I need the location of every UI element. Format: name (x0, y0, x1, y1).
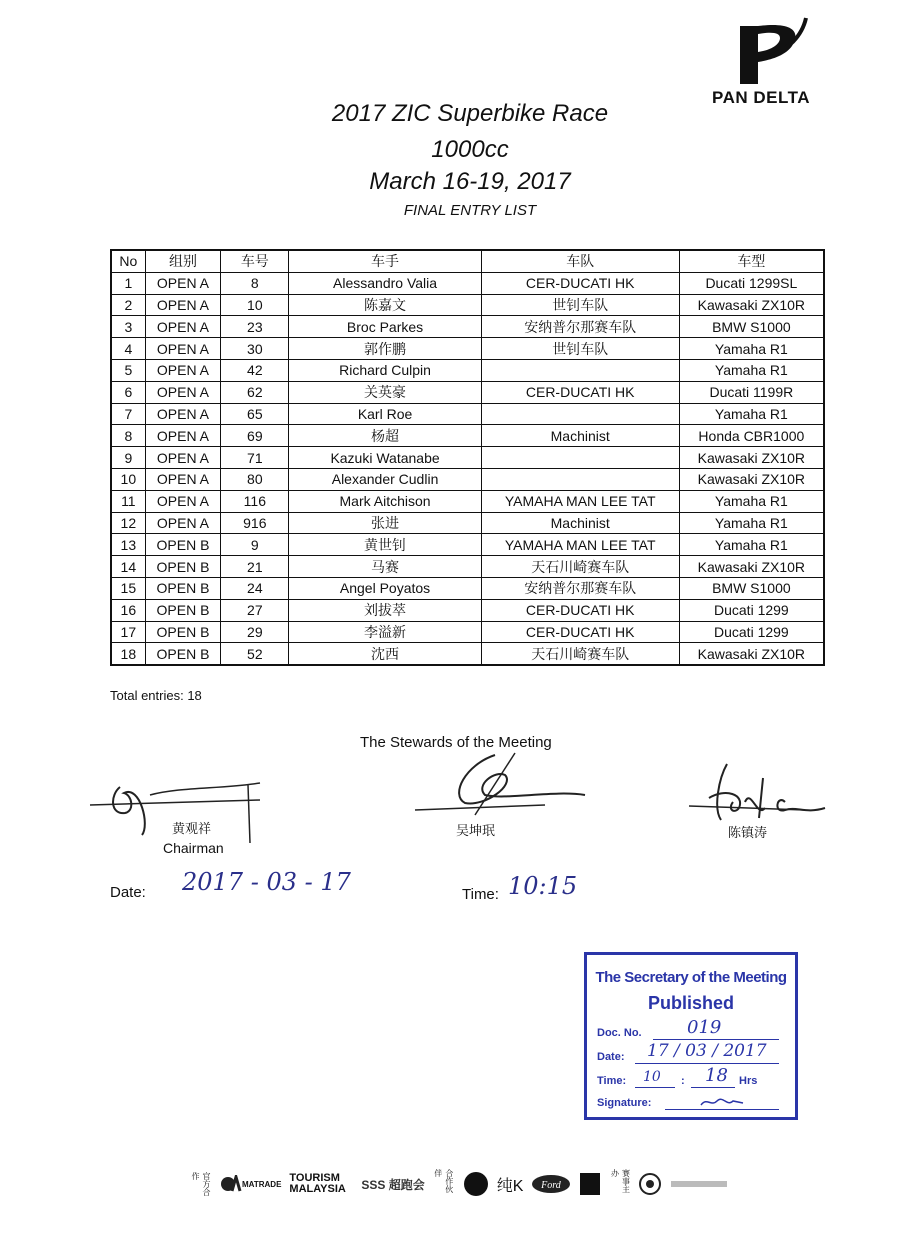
cell-no: 1 (111, 272, 145, 294)
stamp-doc-label: Doc. No. (597, 1027, 642, 1039)
cell-model: Yamaha R1 (679, 512, 824, 534)
cell-group: OPEN A (145, 490, 221, 512)
sponsor-emblem-icon (639, 1173, 661, 1195)
cell-no: 3 (111, 316, 145, 338)
cell-no: 17 (111, 621, 145, 643)
cell-rider: 关英豪 (289, 381, 481, 403)
col-header-rider: 车手 (289, 250, 481, 272)
logo-text: PAN DELTA (712, 88, 810, 107)
date-handwritten: 2017 - 03 - 17 (182, 868, 351, 896)
cell-group: OPEN A (145, 359, 221, 381)
cell-team: Machinist (481, 512, 679, 534)
cell-group: OPEN A (145, 447, 221, 469)
cell-model: Kawasaki ZX10R (679, 447, 824, 469)
table-row (111, 534, 824, 556)
cell-number: 30 (221, 338, 289, 360)
col-header-no: No (111, 250, 145, 272)
cell-group: OPEN A (145, 272, 221, 294)
stamp-date-value: 17 / 03 / 2017 (647, 1041, 767, 1061)
table-row (111, 403, 824, 425)
cell-team: CER-DUCATI HK (481, 621, 679, 643)
cell-group: OPEN A (145, 316, 221, 338)
table-row (111, 294, 824, 316)
cell-number: 9 (221, 534, 289, 556)
cell-number: 8 (221, 272, 289, 294)
table-row (111, 621, 824, 643)
race-class: 1000cc (431, 136, 509, 163)
cell-no: 5 (111, 359, 145, 381)
cell-model: Yamaha R1 (679, 403, 824, 425)
cell-rider: 刘拔萃 (289, 599, 481, 621)
cell-rider: 张进 (289, 512, 481, 534)
cell-no: 18 (111, 643, 145, 665)
entry-table (110, 249, 825, 666)
cell-team (481, 468, 679, 490)
cell-group: OPEN B (145, 534, 221, 556)
cell-number: 62 (221, 381, 289, 403)
table-row (111, 643, 824, 665)
steward2-name: 吴坤珉 (456, 824, 496, 839)
table-row (111, 577, 824, 599)
table-row (111, 512, 824, 534)
cell-no: 7 (111, 403, 145, 425)
pan-delta-mark-icon (730, 16, 810, 86)
cell-team (481, 447, 679, 469)
cell-model: Ducati 1199R (679, 381, 824, 403)
cell-group: OPEN A (145, 338, 221, 360)
cell-number: 42 (221, 359, 289, 381)
chunk-logo: 纯K (496, 1177, 524, 1195)
matrade-logo (220, 1175, 281, 1193)
cell-rider: Mark Aitchison (289, 490, 481, 512)
cell-group: OPEN B (145, 599, 221, 621)
stamp-time-unit: Hrs (739, 1075, 758, 1087)
cell-no: 13 (111, 534, 145, 556)
cell-number: 65 (221, 403, 289, 425)
stamp-signature-label: Signature: (597, 1097, 652, 1109)
cell-team: Machinist (481, 425, 679, 447)
cell-no: 16 (111, 599, 145, 621)
table-row (111, 468, 824, 490)
cell-team: 天石川崎赛车队 (481, 556, 679, 578)
cell-group: OPEN B (145, 621, 221, 643)
table-row (111, 338, 824, 360)
sss-logo: SSS 超跑会 (361, 1177, 425, 1192)
cell-no: 2 (111, 294, 145, 316)
cell-model: Yamaha R1 (679, 359, 824, 381)
secretary-stamp: The Secretary of the Meeting Published Doc. No. 019 Date: 17 / 03 / 2017 Time: 10 : 18 Hrs Signature: (584, 952, 798, 1120)
stewards-heading: The Stewards of the Meeting (360, 734, 552, 751)
stamp-signature-mark (697, 1093, 747, 1111)
cell-number: 116 (221, 490, 289, 512)
chairman-name: 黄观祥 (172, 822, 212, 837)
table-row (111, 272, 824, 294)
cell-group: OPEN A (145, 425, 221, 447)
cell-group: OPEN A (145, 512, 221, 534)
cell-model: Kawasaki ZX10R (679, 294, 824, 316)
matrade-icon (220, 1175, 242, 1193)
cell-rider: Broc Parkes (289, 316, 481, 338)
cell-team: CER-DUCATI HK (481, 381, 679, 403)
cell-no: 11 (111, 490, 145, 512)
entry-list-subtitle: FINAL ENTRY LIST (403, 202, 537, 219)
stamp-time-hh: 10 (643, 1069, 661, 1085)
cell-team: CER-DUCATI HK (481, 599, 679, 621)
cell-model: Yamaha R1 (679, 338, 824, 360)
cell-no: 9 (111, 447, 145, 469)
cell-rider: Karl Roe (289, 403, 481, 425)
table-row (111, 316, 824, 338)
col-header-model: 车型 (679, 250, 824, 272)
cooperate-label: 合作伙伴 (433, 1169, 454, 1193)
cell-team: 天石川崎赛车队 (481, 643, 679, 665)
entry-table-body (111, 272, 824, 665)
cell-model: Ducati 1299 (679, 599, 824, 621)
table-row (111, 425, 824, 447)
stamp-doc-value: 019 (687, 1017, 722, 1038)
cell-rider: Alexander Cudlin (289, 468, 481, 490)
cell-number: 916 (221, 512, 289, 534)
cell-number: 80 (221, 468, 289, 490)
cell-number: 24 (221, 577, 289, 599)
steward2-signature (405, 745, 605, 825)
race-dates: March 16-19, 2017 (369, 168, 571, 195)
cell-team: 安纳普尔那赛车队 (481, 577, 679, 599)
stamp-status: Published (647, 993, 734, 1013)
cell-rider: 郭作鹏 (289, 338, 481, 360)
cell-number: 52 (221, 643, 289, 665)
cell-no: 10 (111, 468, 145, 490)
cell-model: Kawasaki ZX10R (679, 468, 824, 490)
table-row (111, 556, 824, 578)
cell-number: 21 (221, 556, 289, 578)
organizer-label: 官方合作 (191, 1172, 211, 1196)
cell-group: OPEN B (145, 643, 221, 665)
cell-team: YAMAHA MAN LEE TAT (481, 490, 679, 512)
col-header-group: 组别 (145, 250, 221, 272)
ford-text: Ford (541, 1180, 562, 1191)
date-label: Date: (110, 884, 146, 901)
cell-team: 安纳普尔那赛车队 (481, 316, 679, 338)
matrade-text: MATRADE (242, 1179, 282, 1189)
cell-model: Yamaha R1 (679, 490, 824, 512)
tourism-malaysia-logo: TOURISM MALAYSIA (289, 1172, 346, 1195)
cell-number: 71 (221, 447, 289, 469)
cell-group: OPEN A (145, 381, 221, 403)
cell-no: 8 (111, 425, 145, 447)
table-row (111, 359, 824, 381)
cell-team (481, 403, 679, 425)
cell-rider: Alessandro Valia (289, 272, 481, 294)
stamp-date-label: Date: (597, 1051, 625, 1063)
table-row (111, 490, 824, 512)
sponsor-square-icon (579, 1172, 601, 1196)
cell-group: OPEN B (145, 577, 221, 599)
cell-number: 69 (221, 425, 289, 447)
stamp-time-mm: 18 (705, 1065, 728, 1086)
cell-team: CER-DUCATI HK (481, 272, 679, 294)
table-header-row (111, 250, 824, 272)
cell-rider: Richard Culpin (289, 359, 481, 381)
chairman-title: Chairman (163, 840, 224, 856)
cell-number: 23 (221, 316, 289, 338)
cell-rider: 陈嘉文 (289, 294, 481, 316)
pan-delta-logo (712, 16, 832, 108)
cell-number: 29 (221, 621, 289, 643)
cell-team: 世钊车队 (481, 294, 679, 316)
steward3-name: 陈镇涛 (728, 826, 768, 841)
col-header-number: 车号 (221, 250, 289, 272)
cell-rider: 马赛 (289, 556, 481, 578)
time-label: Time: (462, 886, 499, 903)
cell-model: Kawasaki ZX10R (679, 643, 824, 665)
cell-team: 世钊车队 (481, 338, 679, 360)
col-header-team: 车队 (481, 250, 679, 272)
cell-team (481, 359, 679, 381)
cell-no: 15 (111, 577, 145, 599)
table-row (111, 381, 824, 403)
cell-rider: Kazuki Watanabe (289, 447, 481, 469)
race-title: 2017 ZIC Superbike Race (331, 100, 609, 127)
cell-model: BMW S1000 (679, 577, 824, 599)
cell-number: 10 (221, 294, 289, 316)
stamp-time-label: Time: (597, 1075, 627, 1087)
cell-model: BMW S1000 (679, 316, 824, 338)
cell-number: 27 (221, 599, 289, 621)
cell-rider: Angel Poyatos (289, 577, 481, 599)
cell-no: 6 (111, 381, 145, 403)
sponsor-logos-row (190, 1164, 730, 1204)
table-row (111, 599, 824, 621)
cell-team: YAMAHA MAN LEE TAT (481, 534, 679, 556)
cell-model: Honda CBR1000 (679, 425, 824, 447)
cell-model: Ducati 1299SL (679, 272, 824, 294)
cell-model: Yamaha R1 (679, 534, 824, 556)
cell-group: OPEN A (145, 468, 221, 490)
stamp-title: The Secretary of the Meeting (595, 969, 787, 986)
cell-model: Ducati 1299 (679, 621, 824, 643)
cell-no: 12 (111, 512, 145, 534)
cell-rider: 沈西 (289, 643, 481, 665)
time-handwritten: 10:15 (508, 872, 578, 900)
cell-model: Kawasaki ZX10R (679, 556, 824, 578)
sponsor-faded-logo (669, 1177, 729, 1191)
table-row (111, 447, 824, 469)
cell-group: OPEN A (145, 403, 221, 425)
cell-rider: 杨超 (289, 425, 481, 447)
cell-no: 4 (111, 338, 145, 360)
cell-group: OPEN B (145, 556, 221, 578)
host-label: 赛事主办 (610, 1169, 631, 1193)
cell-no: 14 (111, 556, 145, 578)
sponsor-circle-icon (463, 1171, 489, 1197)
total-entries: Total entries: 18 (110, 688, 202, 703)
cell-group: OPEN A (145, 294, 221, 316)
cell-rider: 李溢新 (289, 621, 481, 643)
cell-rider: 黄世钊 (289, 534, 481, 556)
ford-logo (531, 1174, 571, 1194)
